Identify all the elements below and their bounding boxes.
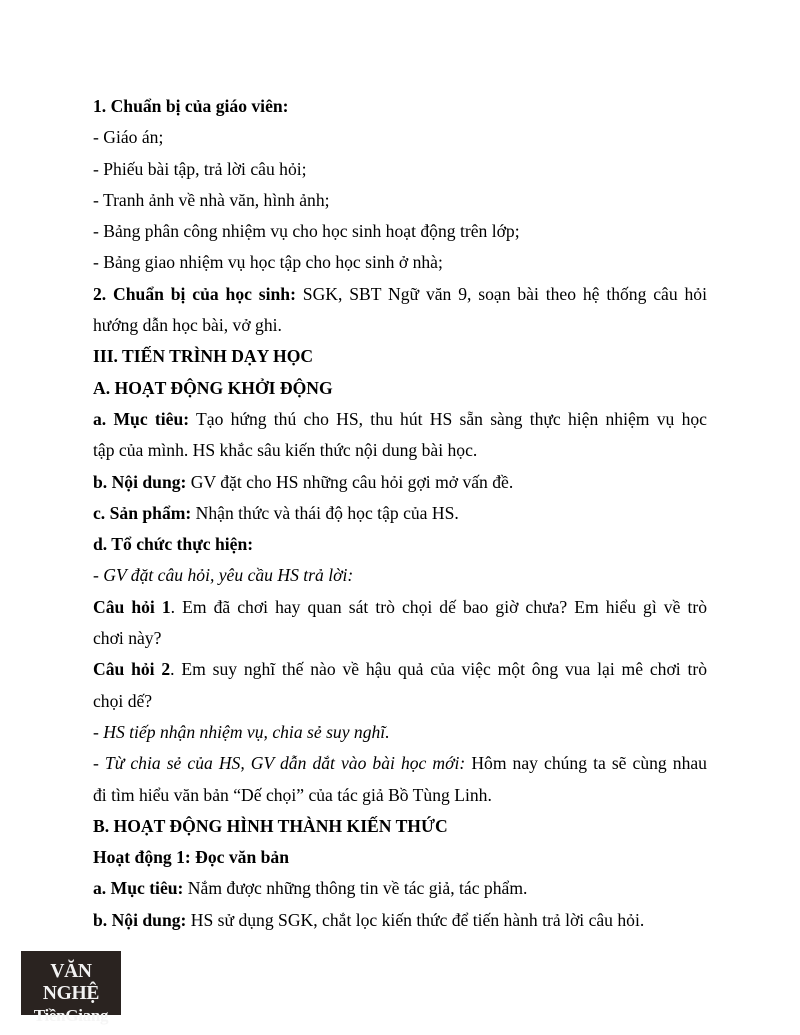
text-run: - Bảng giao nhiệm vụ học tập cho học sinh ở nhà; <box>93 252 443 273</box>
text-line <box>93 592 707 623</box>
text-run: - Phiếu bài tập, trả lời câu hỏi; <box>93 158 307 179</box>
bold-label: c. Sản phẩm: <box>93 502 192 523</box>
bold-label: a. Mục tiêu: <box>93 408 190 429</box>
text-line <box>93 905 707 936</box>
text-run: Hôm nay chúng ta sẽ cùng nhau <box>465 753 707 774</box>
text-line <box>93 654 707 685</box>
text-line <box>93 216 707 247</box>
text-line <box>93 748 707 779</box>
text-run: - Tranh ảnh về nhà văn, hình ảnh; <box>93 189 330 210</box>
text-run: tập của mình. HS khắc sâu kiến thức nội dung bài học. <box>93 440 478 461</box>
bold-label: Câu hỏi 1 <box>93 596 171 617</box>
text-run: Nắm được những thông tin về tác giả, tác phẩm. <box>183 878 528 899</box>
text-run: . Em đã chơi hay quan sát trò chọi dế bao giờ chưa? Em hiểu gì về trò <box>170 596 707 617</box>
text-run: Nhận thức và thái độ học tập của HS. <box>191 502 459 523</box>
text-line <box>93 842 707 873</box>
text-run: - Giáo án; <box>93 127 164 148</box>
bold-label: 2. Chuẩn bị của học sinh: <box>93 283 296 304</box>
bold-label: III. TIẾN TRÌNH DẠY HỌC <box>93 346 314 367</box>
text-line <box>93 811 707 842</box>
text-line <box>93 154 707 185</box>
text-line <box>93 247 707 278</box>
text-run: - Bảng phân công nhiệm vụ cho học sinh hoạt động trên lớp; <box>93 221 520 242</box>
bold-label: b. Nội dung: <box>93 909 187 930</box>
text-line <box>93 310 707 341</box>
logo-line-2: TiềnGiang <box>33 1006 109 1025</box>
text-line <box>93 780 707 811</box>
text-line <box>93 873 707 904</box>
text-run: Tạo hứng thú cho HS, thu hút HS sẵn sàng thực hiện nhiệm vụ học <box>189 408 707 429</box>
text-line <box>93 91 707 122</box>
text-line <box>93 623 707 654</box>
italic-text: - Từ chia sẻ của HS, GV dẫn dắt vào bài học mới: <box>93 753 466 774</box>
text-run: SGK, SBT Ngữ văn 9, soạn bài theo hệ thống câu hỏi <box>295 283 707 304</box>
text-line <box>93 185 707 216</box>
text-line <box>93 279 707 310</box>
text-line <box>93 560 707 591</box>
logo-line-1: VĂN NGHỆ <box>42 961 100 1004</box>
text-line <box>93 529 707 560</box>
bold-label: Hoạt động 1: Đọc văn bản <box>93 847 290 868</box>
bold-label: A. HOẠT ĐỘNG KHỞI ĐỘNG <box>93 377 333 398</box>
text-run: . Em suy nghĩ thế nào về hậu quả của việc một ông vua lại mê chơi trò <box>170 659 707 680</box>
text-line <box>93 373 707 404</box>
bold-label: B. HOẠT ĐỘNG HÌNH THÀNH KIẾN THỨC <box>93 815 448 836</box>
text-run: hướng dẫn học bài, vở ghi. <box>93 315 282 336</box>
italic-text: - HS tiếp nhận nhiệm vụ, chia sẻ suy nghĩ. <box>93 721 390 742</box>
text-line <box>93 467 707 498</box>
text-line <box>93 498 707 529</box>
italic-text: - GV đặt câu hỏi, yêu cầu HS trả lời: <box>93 565 354 586</box>
text-line <box>93 686 707 717</box>
van-nghe-tien-giang-logo <box>21 951 121 1025</box>
bold-label: a. Mục tiêu: <box>93 878 184 899</box>
text-line <box>93 717 707 748</box>
document-body <box>93 91 707 936</box>
text-run: HS sử dụng SGK, chắt lọc kiến thức để tiến hành trả lời câu hỏi. <box>186 909 645 930</box>
bold-label: b. Nội dung: <box>93 471 187 492</box>
text-line <box>93 404 707 435</box>
text-run: GV đặt cho HS những câu hỏi gợi mở vấn đề. <box>186 471 514 492</box>
bold-label: d. Tổ chức thực hiện: <box>93 534 254 555</box>
bold-label: 1. Chuẩn bị của giáo viên: <box>93 96 289 116</box>
text-line <box>93 435 707 466</box>
text-line <box>93 122 707 153</box>
text-line <box>93 341 707 372</box>
text-run: đi tìm hiểu văn bản “Dế chọi” của tác giả Bồ Tùng Linh. <box>93 784 492 805</box>
bold-label: Câu hỏi 2 <box>93 659 171 680</box>
text-run: chọi dế? <box>93 690 153 711</box>
text-run: chơi này? <box>93 628 162 649</box>
